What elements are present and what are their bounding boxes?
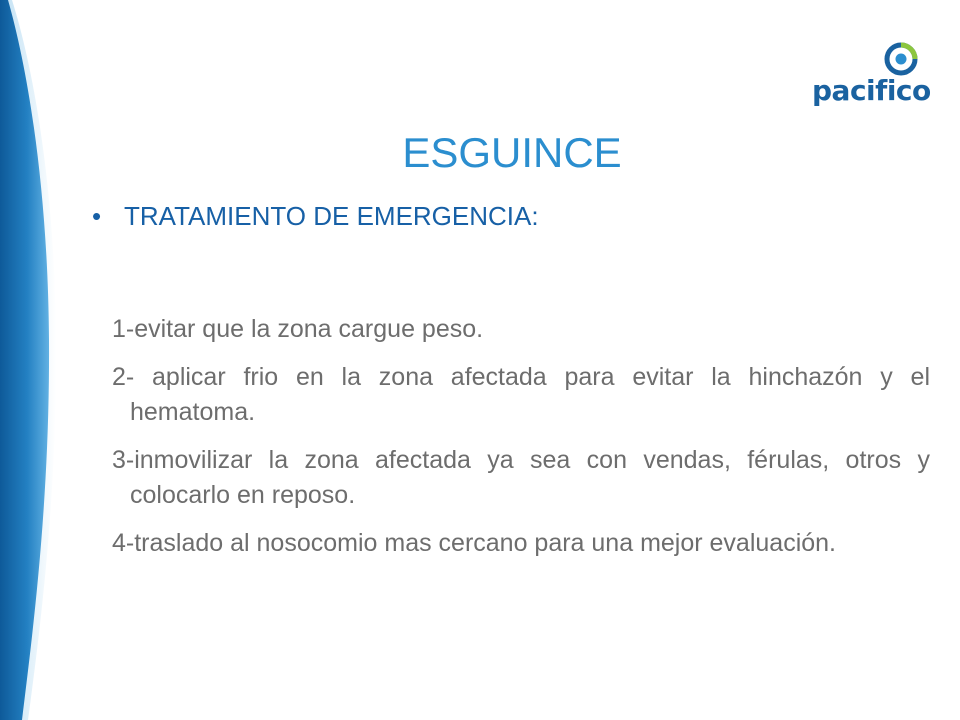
slide-title: ESGUINCE <box>402 129 622 176</box>
side-swoosh-decoration <box>0 0 80 720</box>
bullet-icon: • <box>92 201 102 231</box>
bullet-heading-text: TRATAMIENTO DE EMERGENCIA: <box>124 201 539 231</box>
list-item: 3-inmovilizar la zona afectada ya sea con vendas, férulas, otros y colocarlo en reposo. <box>112 446 930 509</box>
bullet-heading <box>92 196 539 236</box>
pacifico-logo <box>812 40 931 114</box>
treatment-steps-list <box>112 312 930 574</box>
list-item: 1-evitar que la zona cargue peso. <box>112 315 484 343</box>
pacifico-wordmark: pacifico <box>812 74 931 107</box>
list-item: 4-traslado al nosocomio mas cercano para una mejor evaluación. <box>112 529 836 557</box>
pacifico-ring-icon <box>884 42 918 76</box>
list-item: 2- aplicar frio en la zona afectada para evitar la hinchazón y el hematoma. <box>112 363 930 426</box>
